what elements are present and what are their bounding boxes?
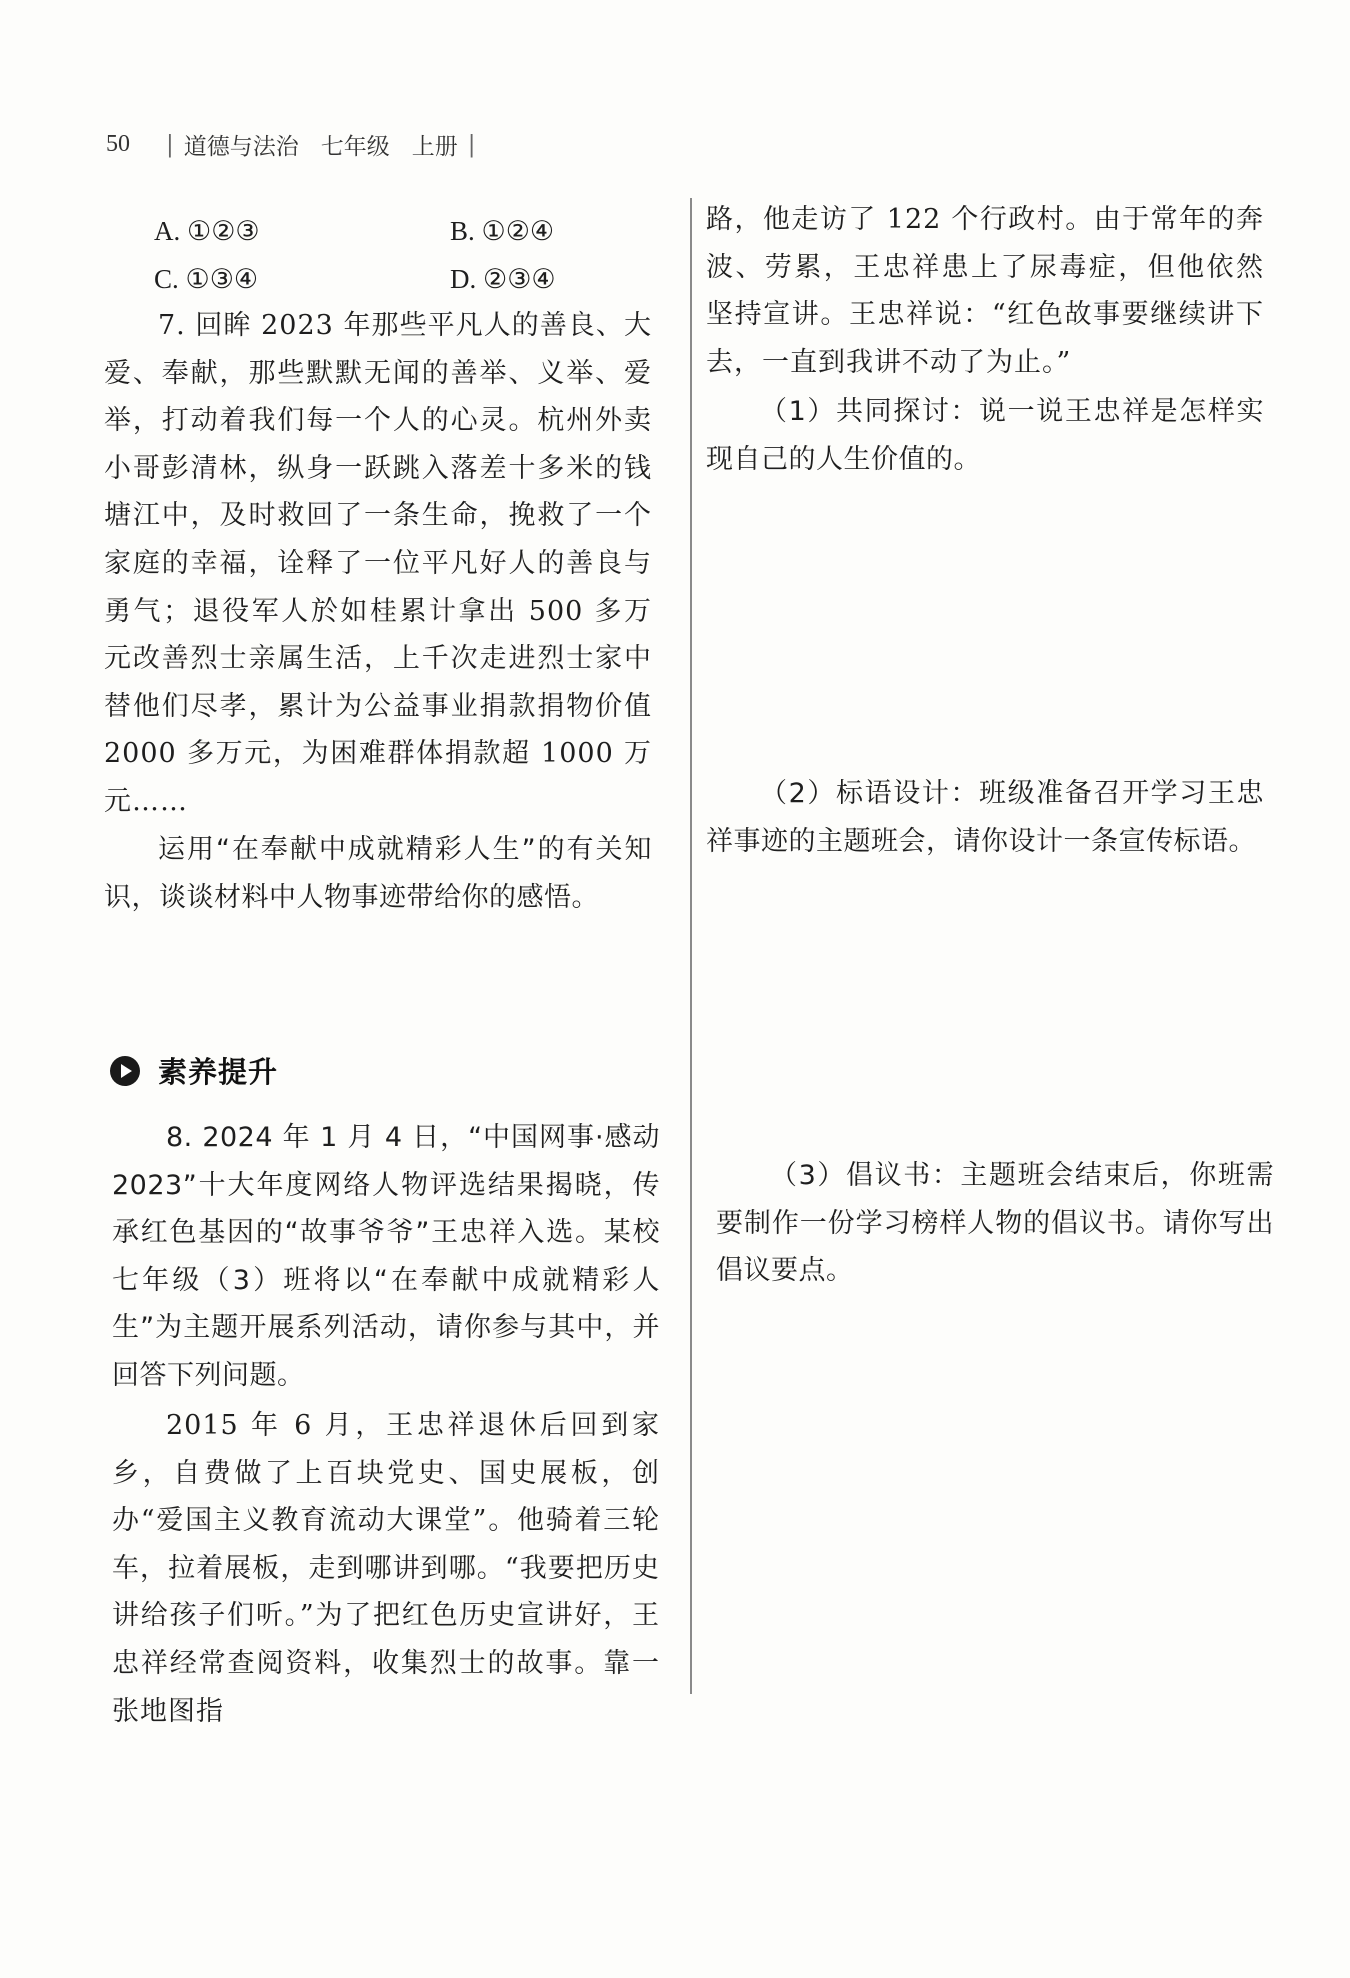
column-divider <box>690 198 692 1694</box>
header-divider: | <box>166 131 174 158</box>
question-8-intro: 8. 2024 年 1 月 4 日，“中国网事·感动 2023”十大年度网络人物评选结果揭晓，传承红色基因的“故事爷爷”王忠祥入选。某校七年级（3）班将以“在奉献中成就精彩人生”为主题开展系列活动，请你参与其中，并回答下列问题。 <box>112 1122 660 1391</box>
question-7-text: 7. 回眸 2023 年那些平凡人的善良、大爱、奉献，那些默默无闻的善举、义举、爱举，打动着我们每一个人的心灵。杭州外卖小哥彭清林，纵身一跃跳入落差十多米的钱塘江中，及时救回了一条生命，挽救了一个家庭的幸福，诠释了一位平凡好人的善良与勇气；退役军人於如桂累计拿出 500 多万元改善烈士亲属生活，上千次走进烈士家中替他们尽孝，累计为公益事业捐款捐物价值 2000 多万元，为困难群体捐款超 1000 万元…… <box>104 310 652 817</box>
question-7-prompt: 运用“在奉献中成就精彩人生”的有关知识，谈谈材料中人物事迹带给你的感悟。 <box>104 834 652 913</box>
volume-label: 上册 <box>411 134 458 160</box>
page-number: 50 <box>106 131 130 157</box>
play-icon <box>110 1056 140 1086</box>
book-title: 道德与法治 <box>183 134 299 160</box>
header-divider: | <box>467 131 476 158</box>
option-d: D. ②③④ <box>450 264 556 294</box>
option-b: B. ①②④ <box>450 216 555 246</box>
sub-question-1: （1）共同探讨：说一说王忠祥是怎样实现自己的人生价值的。 <box>706 396 1264 475</box>
sub-question-2: （2）标语设计：班级准备召开学习王忠祥事迹的主题班会，请你设计一条宣传标语。 <box>706 778 1264 857</box>
sub-question-3: （3）倡议书：主题班会结束后，你班需要制作一份学习榜样人物的倡议书。请你写出倡议要点。 <box>716 1160 1274 1287</box>
section-title: 素养提升 <box>158 1055 279 1089</box>
section-heading <box>110 1050 278 1091</box>
option-c: C. ①③④ <box>154 264 259 294</box>
option-a: A. ①②③ <box>154 216 260 246</box>
running-header <box>106 128 486 161</box>
question-8-story: 2015 年 6 月，王忠祥退休后回到家乡，自费做了上百块党史、国史展板，创办“爱国主义教育流动大课堂”。他骑着三轮车，拉着展板，走到哪讲到哪。“我要把历史讲给孩子们听。”为了把红色历史宣讲好，王忠祥经常查阅资料，收集烈士的故事。靠一张地图指 <box>112 1410 660 1727</box>
grade-label: 七年级 <box>320 134 390 160</box>
question-8-story-continued: 路，他走访了 122 个行政村。由于常年的奔波、劳累，王忠祥患上了尿毒症，但他依然坚持宣讲。王忠祥说：“红色故事要继续讲下去，一直到我讲不动了为止。” <box>706 204 1264 378</box>
